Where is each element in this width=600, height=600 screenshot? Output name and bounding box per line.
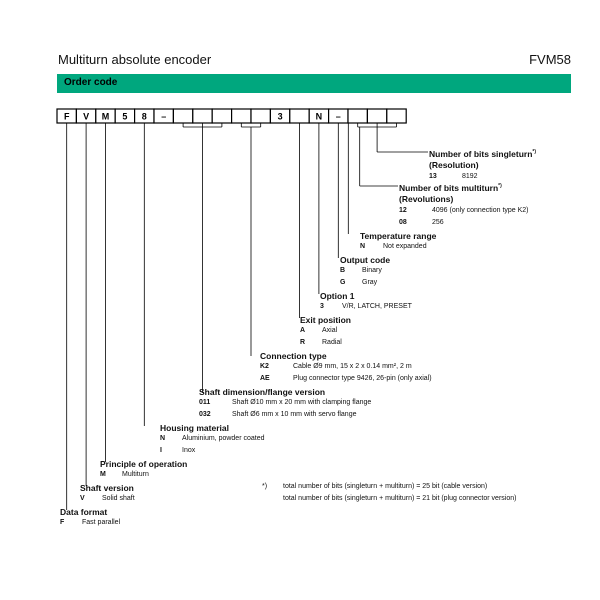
code-box-char: V	[83, 111, 90, 122]
footnote-line-cable: total number of bits (singleturn + multiturn) = 25 bit (cable version)	[283, 483, 488, 490]
section-subtitle-singleturn: (Resolution)	[429, 160, 479, 170]
option-code: F	[60, 519, 65, 526]
code-box-char: N	[315, 111, 323, 122]
option-code: 3	[320, 303, 324, 310]
option-desc: Axial	[322, 327, 338, 334]
option-desc: 4096 (only connection type K2)	[432, 207, 529, 214]
model-number: FVM58	[529, 52, 571, 67]
section-subtitle-multiturn: (Revolutions)	[399, 194, 454, 204]
option-desc: Gray	[362, 279, 378, 286]
code-box	[193, 109, 212, 123]
option-desc: Multiturn	[122, 471, 149, 478]
section-title-output-code: Output code	[340, 255, 391, 265]
section-title-multiturn: Number of bits multiturn*)	[399, 183, 502, 193]
code-box-char: 5	[122, 111, 128, 122]
section-title-exit-position: Exit position	[300, 315, 351, 325]
document-title: Multiturn absolute encoder	[58, 52, 212, 67]
option-code: 032	[199, 411, 211, 418]
option-code: 011	[199, 399, 211, 406]
code-box-char: 3	[277, 111, 283, 122]
option-code: R	[300, 339, 306, 346]
section-title-data-format: Data format	[60, 507, 108, 517]
option-code: N	[360, 243, 366, 250]
option-code: N	[160, 435, 166, 442]
option-code: K2	[260, 363, 269, 370]
section-title-connection-type: Connection type	[260, 351, 327, 361]
code-box	[387, 109, 406, 123]
option-desc: Binary	[362, 267, 382, 274]
option-code: A	[300, 327, 306, 334]
code-box-char: –	[335, 111, 341, 122]
order-code-label: Order code	[64, 77, 118, 88]
option-code: 12	[399, 207, 407, 214]
section-title-principle-of-operation: Principle of operation	[100, 459, 188, 469]
option-desc: Shaft Ø6 mm x 10 mm with servo flange	[232, 411, 357, 418]
option-desc: Cable Ø9 mm, 15 x 2 x 0.14 mm², 2 m	[293, 363, 412, 370]
code-box	[251, 109, 270, 123]
option-desc: Shaft Ø10 mm x 20 mm with clamping flange	[232, 399, 372, 406]
section-title-temperature: Temperature range	[360, 231, 437, 241]
code-box	[232, 109, 251, 123]
code-box	[290, 109, 309, 123]
option-code: 08	[399, 219, 407, 226]
option-desc: Plug connector type 9426, 26-pin (only axial)	[293, 375, 432, 382]
option-code: B	[340, 267, 346, 274]
footnote-line-plug: total number of bits (singleturn + multiturn) = 21 bit (plug connector version)	[283, 495, 517, 502]
section-title-option-1: Option 1	[320, 291, 355, 301]
option-code: AE	[260, 375, 270, 382]
code-box	[348, 109, 367, 123]
option-code: M	[100, 471, 106, 478]
option-code: V	[80, 495, 85, 502]
option-desc: 8192	[462, 173, 478, 180]
code-box-char: M	[101, 111, 110, 122]
option-desc: Aluminium, powder coated	[182, 435, 265, 442]
code-box	[173, 109, 192, 123]
option-desc: Not expanded	[383, 243, 427, 250]
option-code: G	[340, 279, 346, 286]
option-desc: Fast parallel	[82, 519, 121, 526]
code-box-char: F	[63, 111, 70, 122]
option-desc: Solid shaft	[102, 495, 135, 502]
section-title-shaft-dimension: Shaft dimension/flange version	[199, 387, 326, 397]
code-box-char: –	[161, 111, 167, 122]
section-title-housing-material: Housing material	[160, 423, 229, 433]
option-desc: Inox	[182, 447, 196, 454]
option-desc: Radial	[322, 339, 342, 346]
option-code: 13	[429, 173, 437, 180]
option-desc: V/R, LATCH, PRESET	[342, 303, 412, 310]
code-box	[212, 109, 231, 123]
code-box-char: 8	[141, 111, 147, 122]
option-code: I	[160, 447, 162, 454]
option-desc: 256	[432, 219, 444, 226]
section-title-singleturn: Number of bits singleturn*)	[429, 149, 537, 159]
code-box	[367, 109, 386, 123]
section-title-shaft-version: Shaft version	[80, 483, 134, 493]
footnote-marker: *)	[262, 483, 268, 490]
